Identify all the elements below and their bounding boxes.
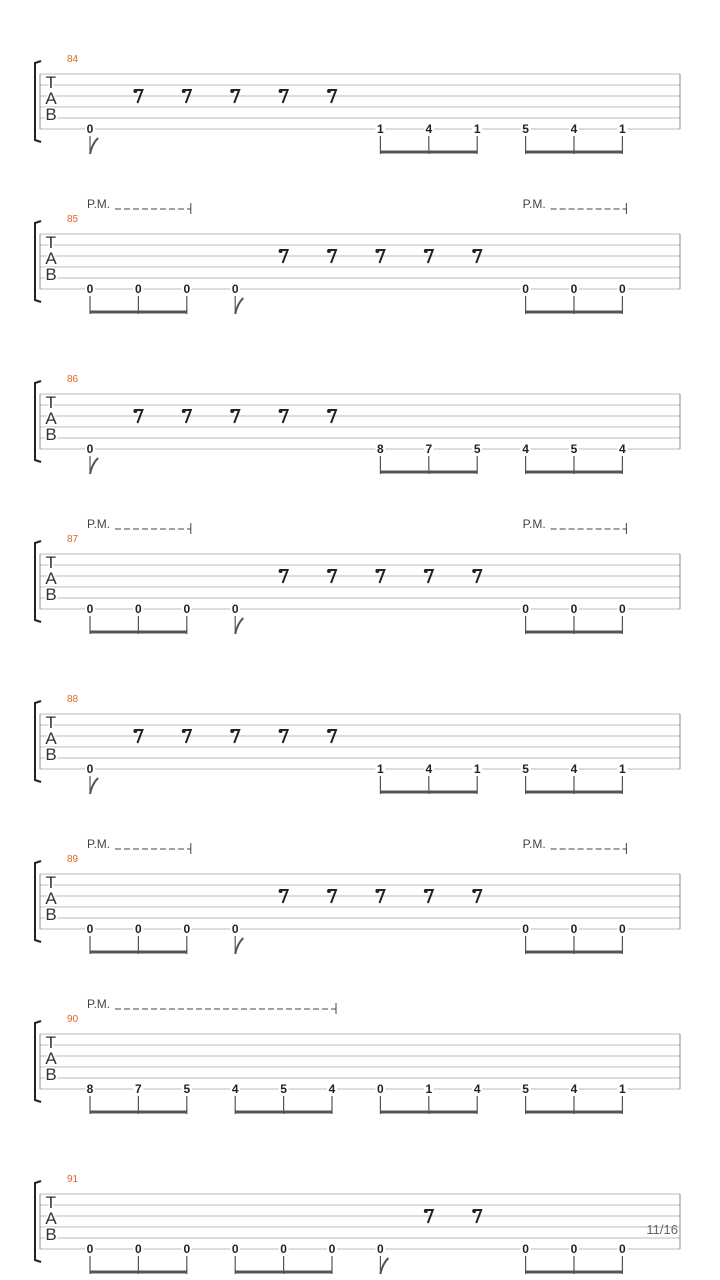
fret-number: 0 (86, 1242, 94, 1256)
note-flag (90, 138, 98, 154)
fret-number: 0 (328, 1242, 336, 1256)
eighth-rest-dot (327, 569, 331, 573)
palm-mute-label: P.M. (522, 197, 546, 211)
fret-number: 5 (522, 122, 529, 136)
tab-system (35, 374, 680, 474)
fret-number: 0 (231, 922, 239, 936)
fret-number: 0 (86, 282, 94, 296)
page-number: 11/16 (646, 1222, 678, 1237)
fret-number: 4 (522, 442, 529, 456)
measure-number: 84 (67, 54, 79, 65)
tab-system (35, 997, 680, 1114)
fret-number: 0 (619, 922, 626, 936)
fret-number: 0 (570, 1242, 578, 1256)
tab-clef-letter: B (45, 425, 57, 444)
eighth-rest-dot (182, 89, 186, 93)
fret-number: 0 (135, 1242, 142, 1256)
tab-clef-letter: T (45, 233, 57, 252)
eighth-rest-dot (472, 249, 476, 253)
palm-mute-label: P.M. (87, 197, 111, 211)
measure-number: 89 (67, 854, 79, 865)
fret-number: 0 (183, 922, 191, 936)
fret-number: 0 (183, 282, 191, 296)
fret-number: 0 (135, 282, 142, 296)
fret-number: 7 (135, 1082, 142, 1096)
palm-mute-label: P.M. (87, 517, 111, 531)
eighth-rest-dot (327, 409, 331, 413)
tab-clef-letter: B (45, 1225, 57, 1244)
fret-number: 5 (522, 762, 529, 776)
tab-clef-letter: A (45, 249, 57, 268)
fret-number: 4 (570, 122, 578, 136)
fret-number: 0 (522, 1242, 529, 1256)
fret-number: 1 (377, 122, 384, 136)
fret-number: 4 (570, 762, 578, 776)
eighth-rest-dot (230, 729, 234, 733)
tab-clef-letter: T (45, 1033, 57, 1052)
eighth-rest-dot (279, 569, 283, 573)
fret-number: 1 (425, 1082, 433, 1096)
note-flag (90, 458, 98, 474)
eighth-rest-dot (230, 89, 234, 93)
fret-number: 1 (619, 1082, 626, 1096)
fret-number: 0 (231, 282, 239, 296)
eighth-rest-dot (472, 889, 476, 893)
fret-number: 0 (522, 922, 529, 936)
tab-clef-letter: T (45, 1193, 57, 1212)
fret-number: 4 (425, 762, 433, 776)
tab-clef-letter: A (45, 1049, 57, 1068)
fret-number: 0 (183, 1242, 191, 1256)
fret-number: 0 (231, 1242, 239, 1256)
tab-system (35, 54, 680, 154)
fret-number: 1 (473, 122, 481, 136)
eighth-rest-dot (279, 889, 283, 893)
fret-number: 0 (522, 282, 529, 296)
eighth-rest-dot (472, 1209, 476, 1213)
eighth-rest-dot (279, 729, 283, 733)
fret-number: 4 (570, 1082, 578, 1096)
eighth-rest-dot (472, 569, 476, 573)
note-flag (380, 1258, 388, 1274)
fret-number: 0 (377, 1242, 384, 1256)
tab-clef-letter: T (45, 713, 57, 732)
fret-number: 4 (473, 1082, 481, 1096)
palm-mute-label: P.M. (522, 517, 546, 531)
fret-number: 0 (135, 602, 142, 616)
measure-number: 90 (67, 1014, 79, 1025)
tab-clef-letter: A (45, 569, 57, 588)
fret-number: 4 (425, 122, 433, 136)
fret-number: 0 (570, 282, 578, 296)
eighth-rest-dot (424, 569, 428, 573)
eighth-rest-dot (133, 409, 137, 413)
tab-clef-letter: B (45, 905, 57, 924)
tab-clef-letter: B (45, 585, 57, 604)
tab-clef-letter: A (45, 89, 57, 108)
tab-clef-letter: B (45, 105, 57, 124)
fret-number: 0 (86, 602, 94, 616)
fret-number: 5 (522, 1082, 529, 1096)
tab-system (35, 517, 680, 634)
note-flag (235, 298, 243, 314)
tab-system (35, 1174, 680, 1274)
measure-number: 88 (67, 694, 79, 705)
palm-mute-label: P.M. (87, 837, 111, 851)
tab-clef-letter: T (45, 553, 57, 572)
fret-number: 0 (570, 602, 578, 616)
eighth-rest-dot (424, 249, 428, 253)
fret-number: 4 (619, 442, 626, 456)
fret-number: 0 (522, 602, 529, 616)
fret-number: 0 (86, 762, 94, 776)
eighth-rest-dot (279, 249, 283, 253)
fret-number: 1 (377, 762, 384, 776)
note-flag (235, 618, 243, 634)
palm-mute-label: P.M. (522, 837, 546, 851)
fret-number: 5 (183, 1082, 191, 1096)
eighth-rest-dot (133, 89, 137, 93)
tab-clef-letter: B (45, 265, 57, 284)
measure-number: 85 (67, 214, 79, 225)
fret-number: 1 (473, 762, 481, 776)
eighth-rest-dot (327, 89, 331, 93)
measure-number: 87 (67, 534, 79, 545)
fret-number: 0 (86, 442, 94, 456)
fret-number: 0 (86, 922, 94, 936)
fret-number: 4 (231, 1082, 239, 1096)
eighth-rest-dot (182, 409, 186, 413)
fret-number: 0 (183, 602, 191, 616)
measure-number: 86 (67, 374, 79, 385)
fret-number: 0 (86, 122, 94, 136)
tab-system (35, 694, 680, 794)
palm-mute-label: P.M. (87, 997, 111, 1011)
eighth-rest-dot (424, 889, 428, 893)
tab-clef-letter: A (45, 409, 57, 428)
tab-clef-letter: A (45, 729, 57, 748)
tab-clef-letter: B (45, 745, 57, 764)
fret-number: 5 (570, 442, 578, 456)
fret-number: 0 (231, 602, 239, 616)
fret-number: 7 (425, 442, 433, 456)
eighth-rest-dot (375, 569, 379, 573)
fret-number: 0 (619, 282, 626, 296)
tab-clef-letter: T (45, 73, 57, 92)
tab-system (35, 837, 680, 954)
fret-number: 8 (377, 442, 384, 456)
eighth-rest-dot (133, 729, 137, 733)
eighth-rest-dot (375, 249, 379, 253)
fret-number: 8 (86, 1082, 94, 1096)
tab-clef-letter: T (45, 873, 57, 892)
fret-number: 0 (377, 1082, 384, 1096)
tab-clef-letter: B (45, 1065, 57, 1084)
fret-number: 0 (619, 1242, 626, 1256)
eighth-rest-dot (279, 89, 283, 93)
tab-clef-letter: T (45, 393, 57, 412)
tab-system (35, 197, 680, 314)
eighth-rest-dot (375, 889, 379, 893)
eighth-rest-dot (327, 729, 331, 733)
tab-clef-letter: A (45, 889, 57, 908)
eighth-rest-dot (182, 729, 186, 733)
fret-number: 0 (619, 602, 626, 616)
fret-number: 4 (328, 1082, 336, 1096)
eighth-rest-dot (230, 409, 234, 413)
fret-number: 5 (473, 442, 481, 456)
fret-number: 0 (135, 922, 142, 936)
measure-number: 91 (67, 1174, 79, 1185)
note-flag (90, 778, 98, 794)
eighth-rest-dot (424, 1209, 428, 1213)
tab-clef-letter: A (45, 1209, 57, 1228)
eighth-rest-dot (279, 409, 283, 413)
fret-number: 0 (280, 1242, 287, 1256)
fret-number: 5 (280, 1082, 287, 1096)
eighth-rest-dot (327, 249, 331, 253)
fret-number: 1 (619, 122, 626, 136)
fret-number: 0 (570, 922, 578, 936)
fret-number: 1 (619, 762, 626, 776)
eighth-rest-dot (327, 889, 331, 893)
note-flag (235, 938, 243, 954)
